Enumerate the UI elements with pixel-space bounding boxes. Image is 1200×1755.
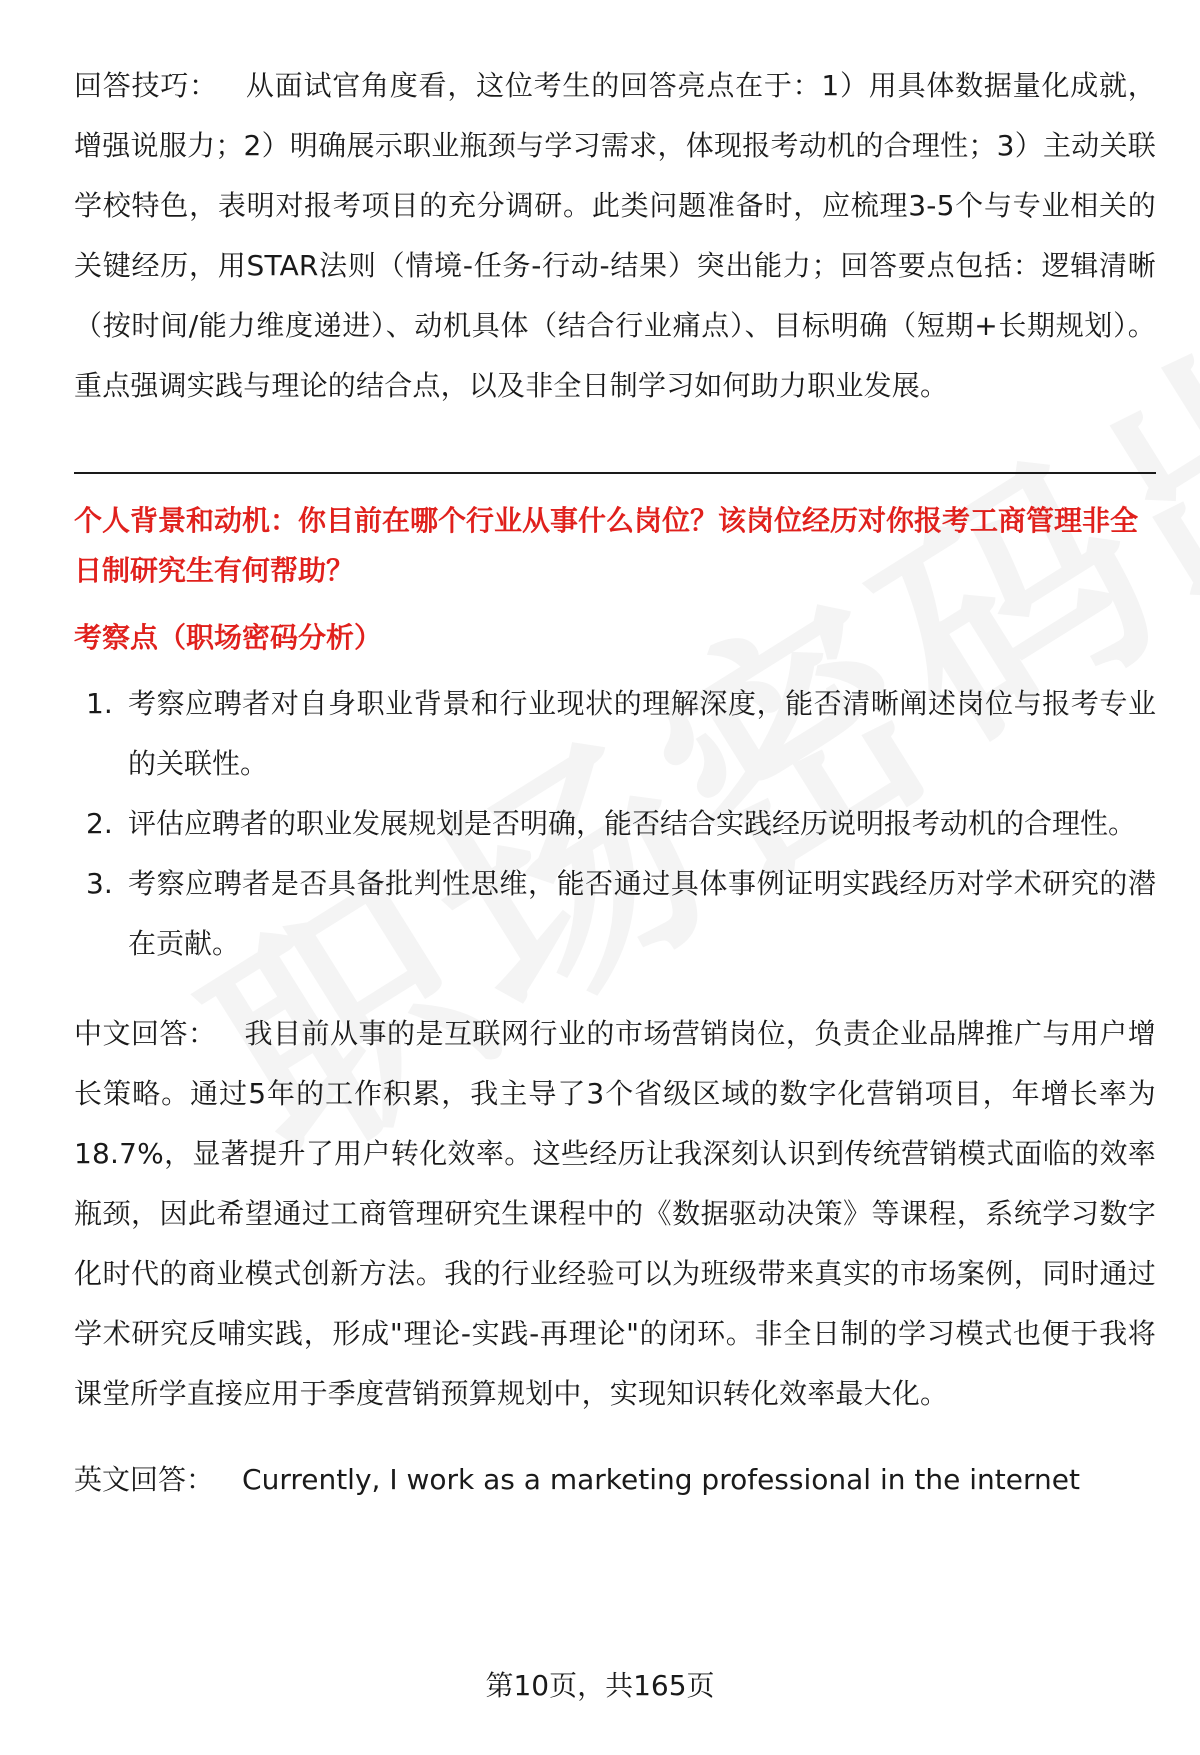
list-item [74,674,1156,794]
list-item [74,854,1156,974]
english-answer-label: 英文回答： [74,1463,215,1496]
list-item-text: 评估应聘者的职业发展规划是否明确，能否结合实践经历说明报考动机的合理性。 [128,807,1137,840]
answer-tips-paragraph [74,56,1156,416]
chinese-answer-text: 我目前从事的是互联网行业的市场营销岗位，负责企业品牌推广与用户增长策略。通过5年的工作积累，我主导了3个省级区域的数字化营销项目，年增长率为18.7%，显著提升了用户转化效率。这些经历让我深刻认识到传统营销模式面临的效率瓶颈，因此希望通过工商管理研究生课程中的《数据驱动决策》等课程，系统学习数字化时代的商业模式创新方法。我的行业经验可以为班级带来真实的市场案例，同时通过学术研究反哺实践，形成"理论-实践-再理论"的闭环。非全日制的学习模式也便于我将课堂所学直接应用于季度营销预算规划中，实现知识转化效率最大化。 [74,1017,1156,1410]
english-answer-paragraph [74,1460,1156,1500]
answer-tips-text: 从面试官角度看，这位考生的回答亮点在于：1）用具体数据量化成就，增强说服力；2）明确展示职业瓶颈与学习需求，体现报考动机的合理性；3）主动关联学校特色，表明对报考项目的充分调研。此类问题准备时，应梳理3-5个与专业相关的关键经历，用STAR法则（情境-任务-行动-结果）突出能力；回答要点包括：逻辑清晰（按时间/能力维度递进）、动机具体（结合行业痛点）、目标明确（短期+长期规划）。重点强调实践与理论的结合点，以及非全日制学习如何助力职业发展。 [74,69,1156,402]
spacer [74,1424,1156,1460]
question-title: 个人背景和动机：你目前在哪个行业从事什么岗位？该岗位经历对你报考工商管理非全日制研究生有何帮助？ [74,504,1139,587]
chinese-answer-label: 中文回答： [74,1017,217,1050]
english-answer-text: Currently, I work as a marketing professional in the internet [242,1463,1080,1496]
list-item-number: 3. [86,867,113,900]
chinese-answer-paragraph [74,1004,1156,1424]
document-page [74,56,1156,1500]
answer-tips-label: 回答技巧： [74,69,218,102]
list-item-text: 考察应聘者对自身职业背景和行业现状的理解深度，能否清晰阐述岗位与报考专业的关联性。 [128,687,1156,780]
assessment-points-list [74,674,1156,974]
assessment-points-heading: 考察点（职场密码分析） [74,621,383,654]
section-divider [74,472,1156,474]
list-item-number: 2. [86,807,113,840]
list-item-text: 考察应聘者是否具备批判性思维，能否通过具体事例证明实践经历对学术研究的潜在贡献。 [128,867,1156,960]
page-footer: 第10页，共165页 [485,1669,715,1702]
list-item [74,794,1156,854]
list-item-number: 1. [86,687,113,720]
